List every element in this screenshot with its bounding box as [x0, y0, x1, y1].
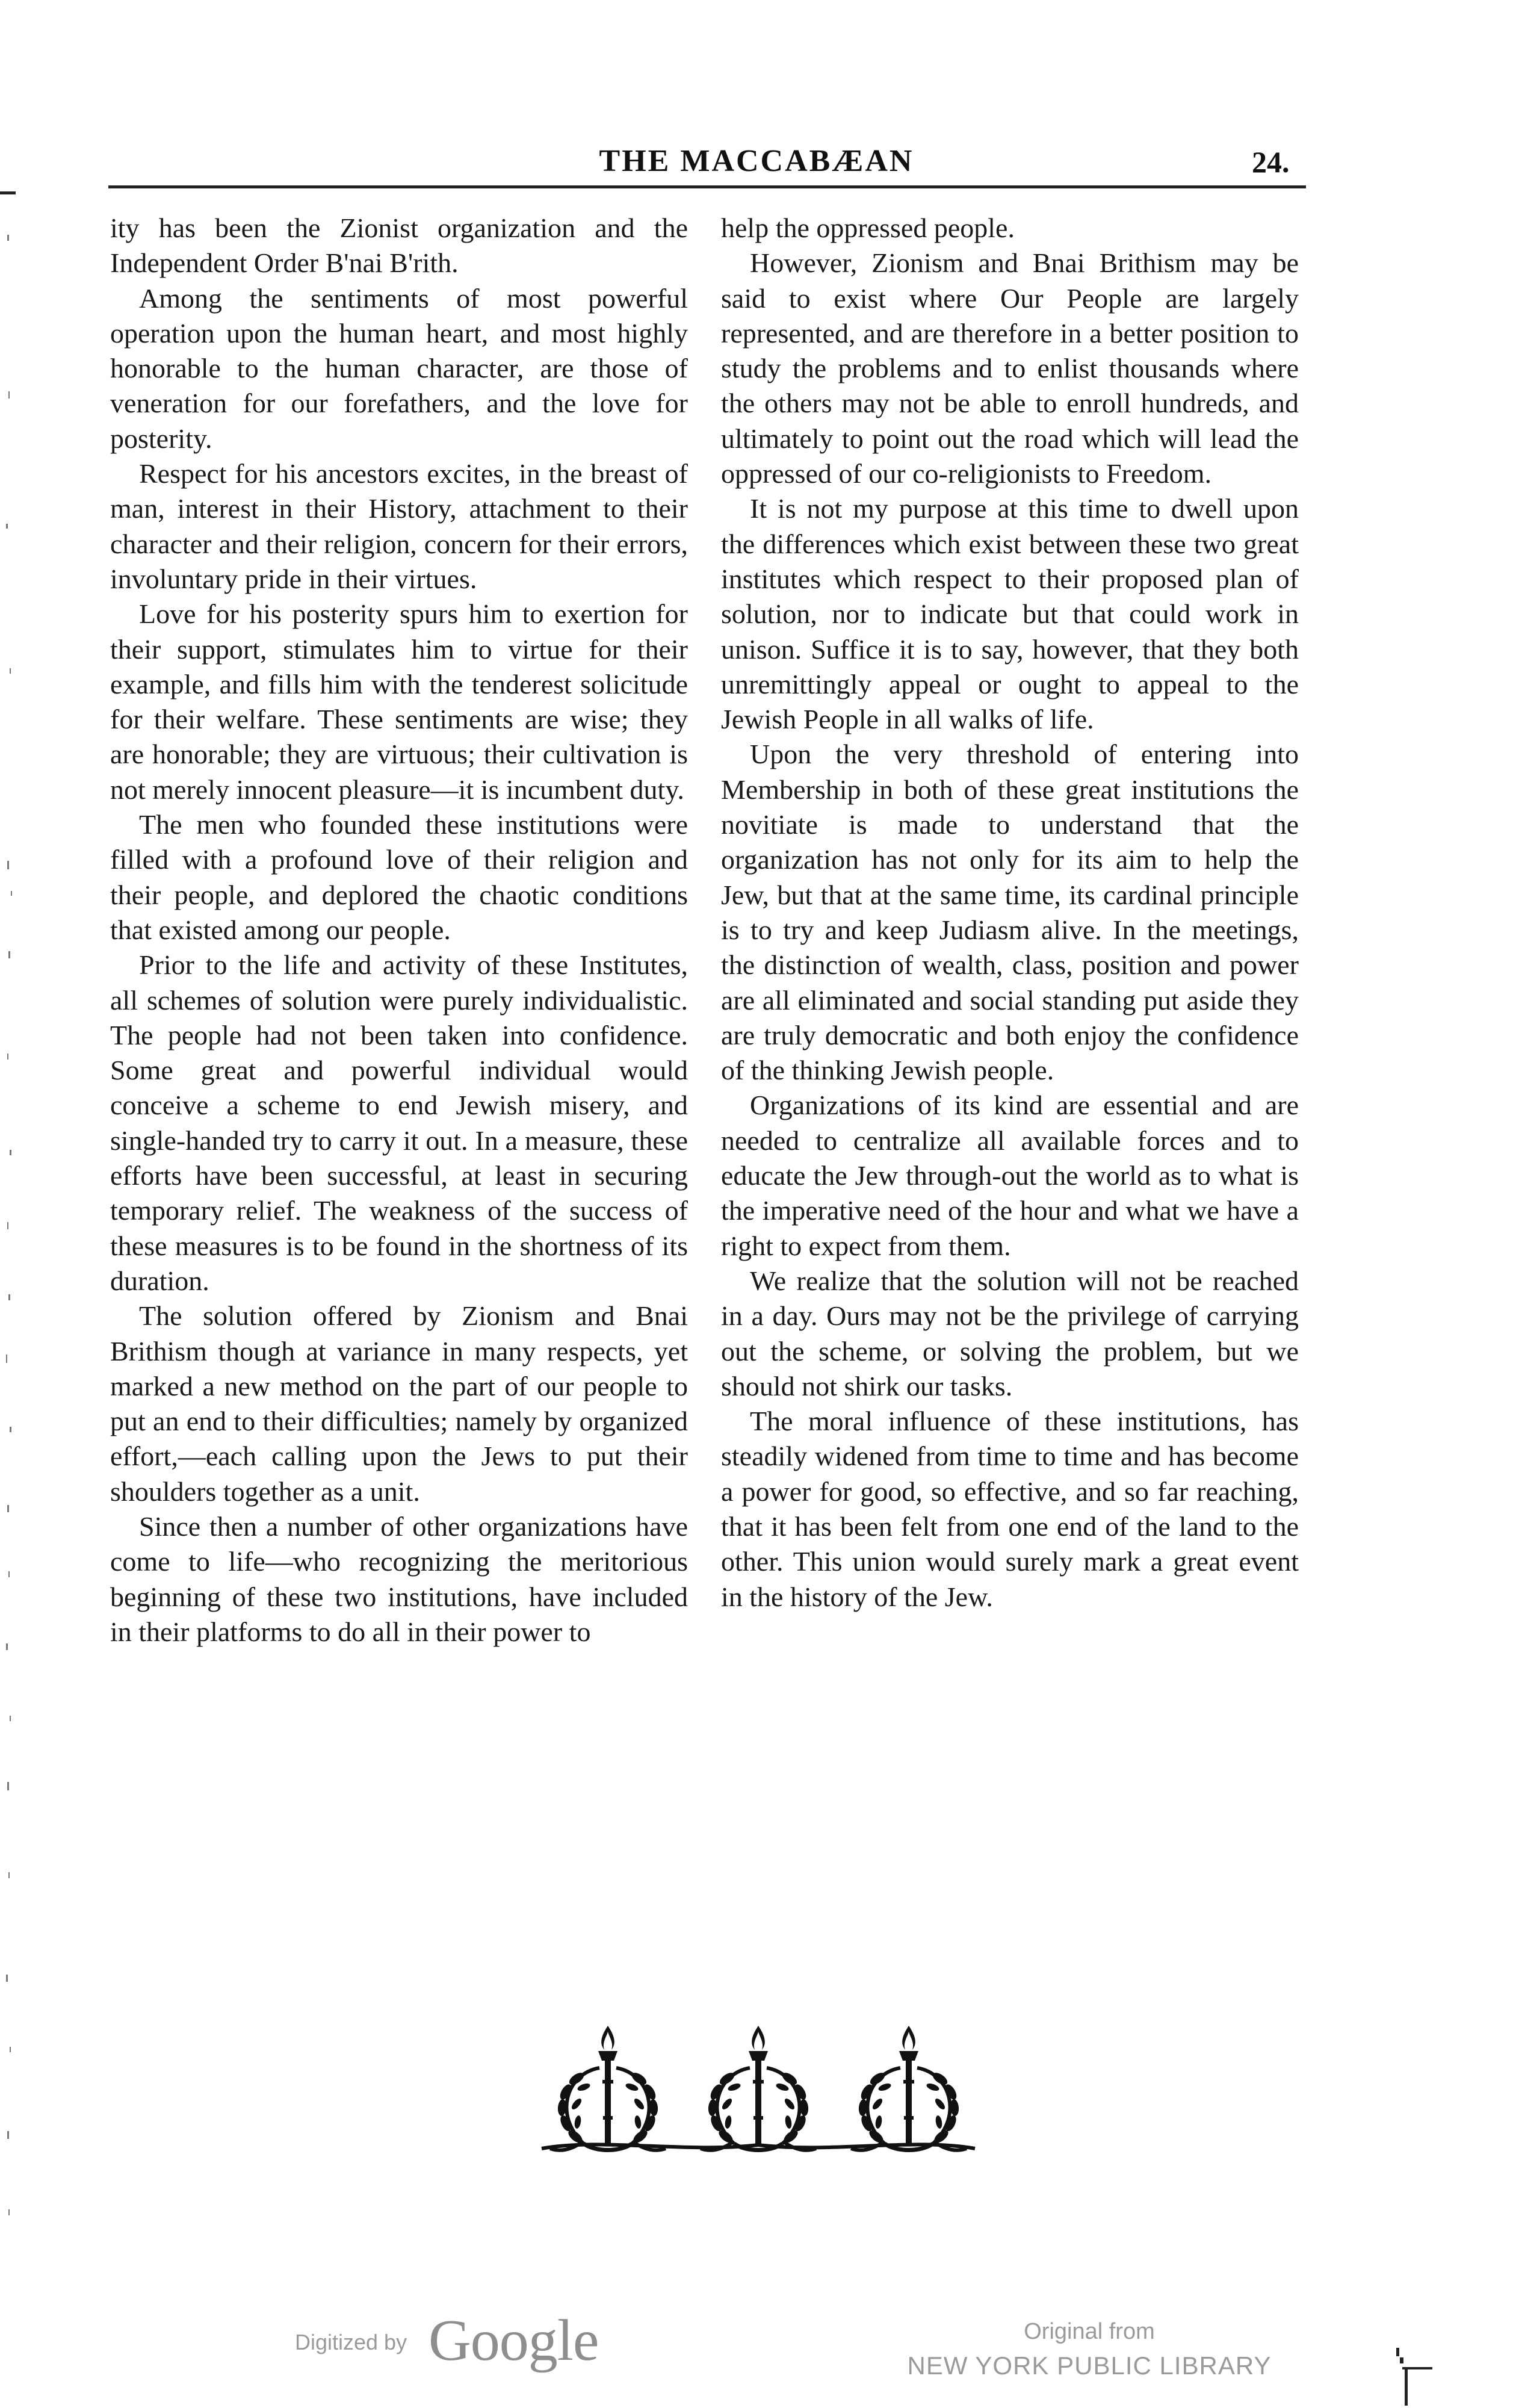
running-head — [0, 0, 1513, 193]
scan-corner-mark — [1384, 2348, 1438, 2408]
google-logo: Google — [429, 2308, 599, 2373]
paragraph: Respect for his ancestors excites, in the breast of man, interest in their History, attachment to their character and their religion, concern for their errors, involuntary pride in their virtues. — [110, 458, 688, 594]
torch-and-wreath-ornament-icon — [530, 2020, 987, 2158]
left-column — [110, 211, 688, 1649]
paragraph: Love for his posterity spurs him to exertion for their support, stimulates him to virtue for their example, and fills him with the tenderest solicitude for their welfare. These sentiments are wise; they are honorable; they are virtuous; their cultivation is not merely innocent pleasure—it is incumbent duty. — [110, 598, 688, 805]
scan-edge-specks — [0, 211, 18, 2258]
paragraph: help the oppressed people. — [721, 213, 1015, 243]
library-name: NEW YORK PUBLIC LIBRARY — [907, 2351, 1272, 2380]
paragraph: Upon the very threshold of entering into Membership in both of these great institutions the novitiate is made to understand that the organization has not only for its aim to help the Jew, but that at the same time, its cardinal principle is to try and keep Judiasm alive. In the meetings, the distinction of wealth, class, position and power are all eliminated and social standing put aside they are truly democratic and both enjoy the confidence of the thinking Jewish people. — [721, 739, 1299, 1086]
paragraph: It is not my purpose at this time to dwell upon the differences which exist between these two great institutes which respect to their proposed plan of solution, nor to indicate but that could work in unison. Suffice it is to say, however, that they both unremittingly appeal or ought to appeal to the Jewish People in all walks of life. — [721, 493, 1299, 735]
paragraph: Among the sentiments of most powerful operation upon the human heart, and most highly honorable to the human character, are those of veneration for our forefathers, and the love for posterity. — [110, 282, 688, 454]
paragraph: The solution offered by Zionism and Bnai Brithism though at variance in many respects, yet marked a new method on the part of our people to put an end to their difficulties; namely by organized effort,—each calling upon the Jews to put their shoulders together as a unit. — [110, 1300, 688, 1507]
paragraph: We realize that the solution will not be reached in a day. Ours may not be the privilege of carrying out the scheme, or solving the problem, but we should not shirk our tasks. — [721, 1265, 1299, 1401]
paragraph: The men who founded these institutions were filled with a profound love of their religion and their people, and deplored the chaotic conditions that existed among our people. — [110, 809, 688, 945]
journal-title: THE MACCABÆAN — [599, 144, 914, 178]
header-rule — [108, 185, 1306, 188]
paragraph: The moral influence of these institutions, has steadily widened from time to time and has become a power for good, so effective, and so far reaching, that it has been felt from one end of the land to the other. This union would surely mark a great event in the history of the Jew. — [721, 1406, 1299, 1612]
margin-tick-mark — [0, 191, 16, 194]
page-number: 24. — [1252, 145, 1290, 179]
paragraph: Organizations of its kind are essential and are needed to centralize all available forces and to educate the Jew through-out the world as to what is the imperative need of the hour and what we have a right to expect from them. — [721, 1090, 1299, 1261]
paragraph: However, Zionism and Bnai Brithism may be said to exist where Our People are largely represented, and are therefore in a better position to study the problems and to enlist thousands where the others may not be able to enroll hundreds, and ultimately to point out the road which will lead the oppressed of our co-religionists to Freedom. — [721, 247, 1299, 489]
original-from-label: Original from — [1024, 2319, 1155, 2344]
digitized-by-label: Digitized by — [295, 2330, 407, 2354]
paragraph: Since then a number of other organizations have come to life—who recognizing the meritorious beginning of these two institutions, have included in their platforms to do all in their power to — [110, 1510, 688, 1647]
right-column — [721, 211, 1299, 1615]
paragraph: ity has been the Zionist organization and the Independent Order B'nai B'rith. — [110, 213, 688, 279]
paragraph: Prior to the life and activity of these Institutes, all schemes of solution were purely individualistic. The people had not been taken into confidence. Some great and powerful individual would conceive a scheme to end Jewish misery, and single-handed try to carry it out. In a measure, these efforts have been successful, at least in securing temporary relief. The weakness of the success of these measures is to be found in the shortness of its duration. — [110, 949, 688, 1296]
